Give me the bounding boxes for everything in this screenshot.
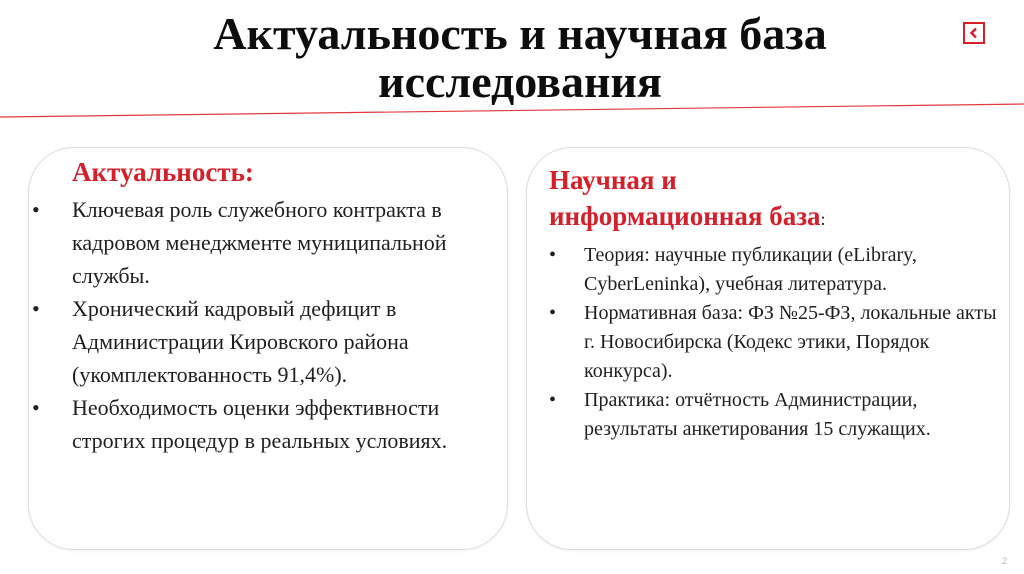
- list-item: • Теория: научные публикации (eLibrary, CyberLeninka), учебная литература.: [549, 244, 917, 295]
- slide-title: Актуальность и научная база исследования: [213, 8, 827, 107]
- list-item: • Нормативная база: ФЗ №25-ФЗ, локальные акты г. Новосибирска (Кодекс этики, Порядок конкурса).: [549, 302, 997, 382]
- relevance-list: [30, 193, 500, 457]
- list-item: • Хронический кадровый дефицит в Администрации Кировского района (укомплектованность 91,4%).: [32, 296, 409, 387]
- page-number: 2: [1002, 556, 1008, 566]
- research-base-heading: Научная и информационная база:: [549, 165, 826, 231]
- list-item: • Практика: отчётность Администрации, результаты анкетирования 15 служащих.: [549, 389, 931, 440]
- list-item: • Необходимость оценки эффективности строгих процедур в реальных условиях.: [32, 395, 448, 453]
- research-base-list: [547, 241, 1002, 444]
- title-divider-line: [0, 0, 1024, 140]
- relevance-heading: Актуальность:: [72, 157, 254, 187]
- list-item: • Ключевая роль служебного контракта в кадровом менеджменте муниципальной службы.: [32, 197, 447, 288]
